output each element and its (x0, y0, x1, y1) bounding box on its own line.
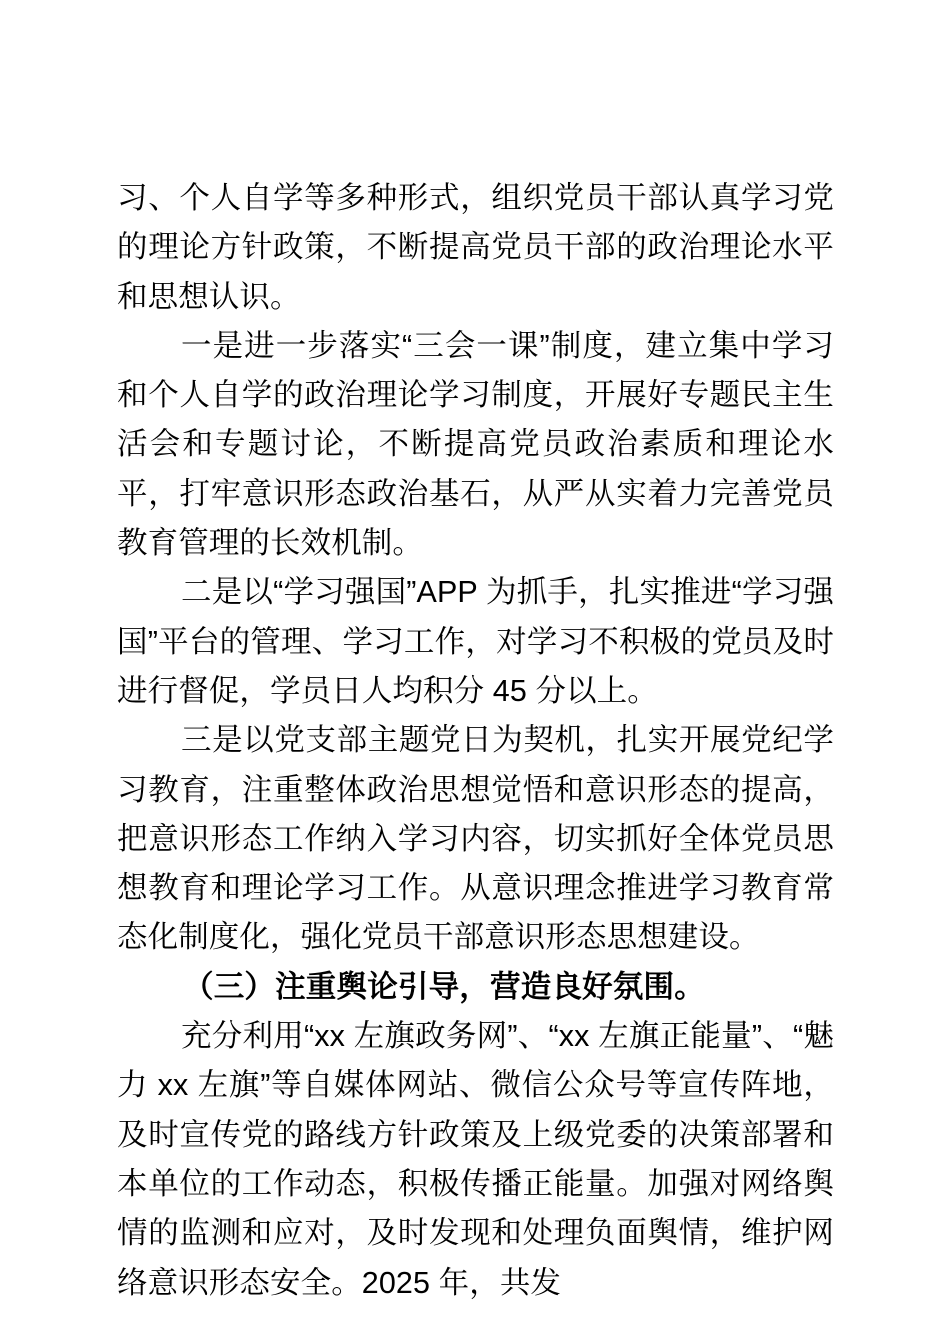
paragraph-item-two: 二是以“学习强国”APP 为抓手，扎实推进“学习强国”平台的管理、学习工作，对学习不积极的党员及时进行督促，学员日人均积分 45 分以上。 (117, 575, 834, 708)
paragraph-item-one: 一是进一步落实“三会一课”制度，建立集中学习和个人自学的政治理论学习制度，开展好专题民主生活会和专题讨论，不断提高党员政治素质和理论水平，打牢意识形态政治基石，从严从实着力完善党员教育管理的长效机制。 (117, 328, 834, 561)
paragraph-section-body: 充分利用“xx 左旗政务网”、“xx 左旗正能量”、“魅力 xx 左旗”等自媒体网站、微信公众号等宣传阵地，及时宣传党的路线方针政策及上级党委的决策部署和本单位的工作动态，积极传播正能量。加强对网络舆情的监测和应对，及时发现和处理负面舆情，维护网络意识形态安全。2025 年，共发 (117, 1019, 834, 1300)
section-heading-three: （三）注重舆论引导，营造良好氛围。 (183, 969, 705, 1004)
document-text-body (117, 174, 834, 1308)
paragraph-continued: 习、个人自学等多种形式，组织党员干部认真学习党的理论方针政策，不断提高党员干部的政治理论水平和思想认识。 (117, 181, 834, 314)
paragraph-item-three: 三是以党支部主题党日为契机，扎实开展党纪学习教育，注重整体政治思想觉悟和意识形态的提高，把意识形态工作纳入学习内容，切实抓好全体党员思想教育和理论学习工作。从意识理念推进学习教育常态化制度化，强化党员干部意识形态思想建设。 (117, 723, 834, 955)
